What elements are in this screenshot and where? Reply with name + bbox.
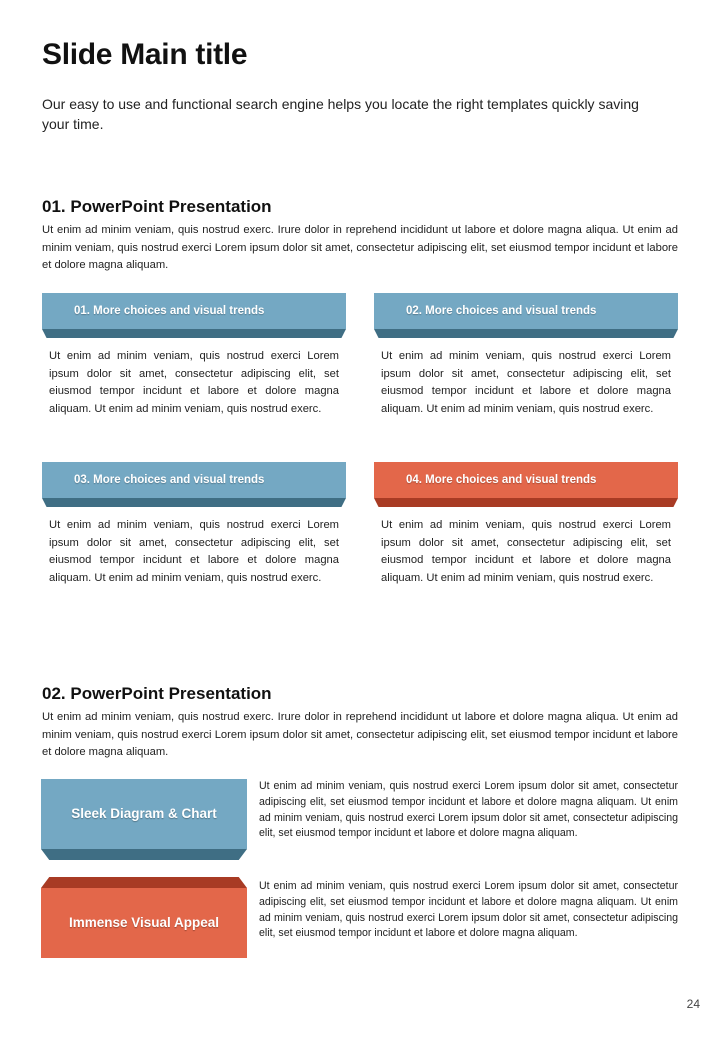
block-immense-visual-shade — [41, 877, 247, 888]
card-3-header-shade — [42, 498, 346, 507]
card-2-header-shade — [374, 329, 678, 338]
card-4 — [374, 462, 678, 588]
section1-heading: 01. PowerPoint Presentation — [42, 197, 272, 216]
card-1-header-shade — [42, 329, 346, 338]
section2-heading: 02. PowerPoint Presentation — [42, 684, 272, 703]
card-4-header-shade — [374, 498, 678, 507]
page-subtitle: Our easy to use and functional search engine helps you locate the right templates quickly saving your time. — [42, 96, 639, 132]
page-title: Slide Main title — [42, 38, 248, 71]
card-3-text: Ut enim ad minim veniam, quis nostrud exerci Lorem ipsum dolor sit amet, consectetur adipiscing elit, set eiusmod tempor incidunt et labore et dolore magna aliquam. Ut enim ad minim veniam, quis nostrud exerc. — [49, 519, 339, 585]
card-2-header: 02. More choices and visual trends — [374, 293, 678, 329]
page-number: 24 — [686, 997, 700, 1011]
block-immense-visual — [41, 877, 247, 958]
section1-body: Ut enim ad minim veniam, quis nostrud exerc. Irure dolor in reprehend incididunt ut labore et dolore magna aliqua. Ut enim ad minim veniam, quis nostrud exerci Lorem ipsum dolor sit amet, consectetur adipiscing elit, set eiusmod tempor incidunt et labore et dolore magna aliquam. — [42, 224, 678, 271]
block-immense-visual-text: Ut enim ad minim veniam, quis nostrud exerci Lorem ipsum dolor sit amet, consectetur adipiscing elit, set eiusmod tempor incidunt et labore et dolore magna aliquam. Ut enim ad minim veniam, quis nostrud exerci Lorem ipsum dolor sit amet, consectetur adipiscing elit, set eiusmod tempor incidunt et labore et dolore magna aliquam. — [259, 880, 678, 940]
block-sleek-diagram-label: Sleek Diagram & Chart — [41, 779, 247, 849]
card-2-text: Ut enim ad minim veniam, quis nostrud exerci Lorem ipsum dolor sit amet, consectetur adipiscing elit, set eiusmod tempor incidunt et labore et dolore magna aliquam. Ut enim ad minim veniam, quis nostrud exerc. — [381, 350, 671, 416]
block-sleek-diagram-shade — [41, 849, 247, 860]
block-immense-visual-label: Immense Visual Appeal — [41, 888, 247, 958]
card-3-header: 03. More choices and visual trends — [42, 462, 346, 498]
card-1-header: 01. More choices and visual trends — [42, 293, 346, 329]
card-3 — [42, 462, 346, 588]
block-sleek-diagram-text: Ut enim ad minim veniam, quis nostrud exerci Lorem ipsum dolor sit amet, consectetur adipiscing elit, set eiusmod tempor incidunt et labore et dolore magna aliquam. Ut enim ad minim veniam, quis nostrud exerci Lorem ipsum dolor sit amet, consectetur adipiscing elit, set eiusmod tempor incidunt et labore et dolore magna aliquam. — [259, 780, 678, 840]
card-4-text: Ut enim ad minim veniam, quis nostrud exerci Lorem ipsum dolor sit amet, consectetur adipiscing elit, set eiusmod tempor incidunt et labore et dolore magna aliquam. Ut enim ad minim veniam, quis nostrud exerc. — [381, 519, 671, 585]
card-4-header: 04. More choices and visual trends — [374, 462, 678, 498]
card-1 — [42, 293, 346, 419]
card-2 — [374, 293, 678, 419]
section2-body: Ut enim ad minim veniam, quis nostrud exerc. Irure dolor in reprehend incididunt ut labore et dolore magna aliqua. Ut enim ad minim veniam, quis nostrud exerci Lorem ipsum dolor sit amet, consectetur adipiscing elit, set eiusmod tempor incidunt et labore et dolore magna aliquam. — [42, 711, 678, 758]
block-sleek-diagram — [41, 779, 247, 860]
card-1-text: Ut enim ad minim veniam, quis nostrud exerci Lorem ipsum dolor sit amet, consectetur adipiscing elit, set eiusmod tempor incidunt et labore et dolore magna aliquam. Ut enim ad minim veniam, quis nostrud exerc. — [49, 350, 339, 416]
